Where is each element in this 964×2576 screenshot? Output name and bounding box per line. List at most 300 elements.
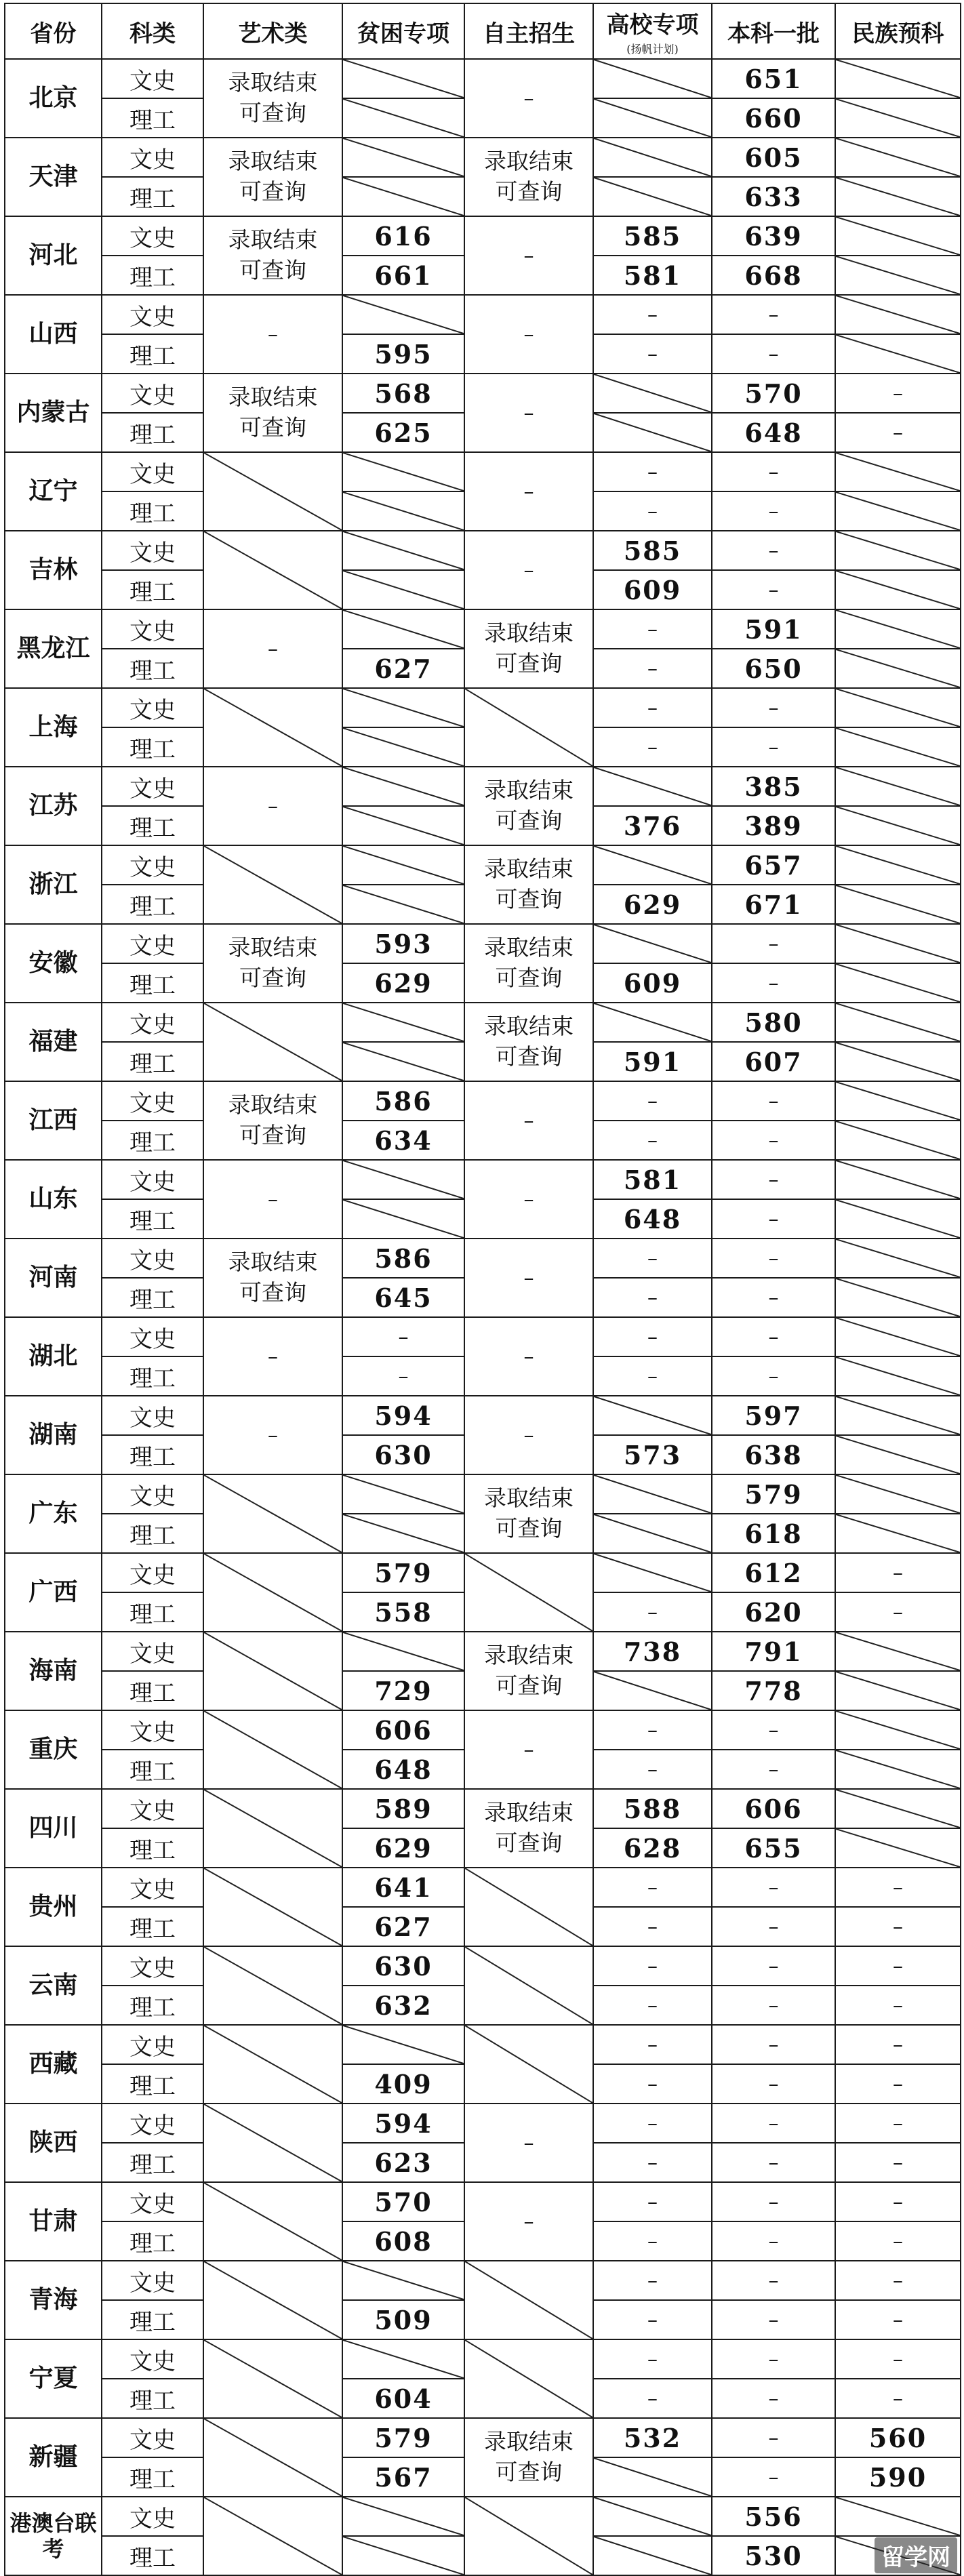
diagonal-slash-icon bbox=[204, 2026, 342, 2103]
university-special-dash-cell bbox=[593, 1868, 712, 1907]
university-special-empty-cell bbox=[593, 138, 712, 177]
table-row bbox=[5, 924, 961, 963]
art-empty-cell bbox=[203, 688, 342, 767]
diagonal-slash-icon bbox=[836, 846, 960, 884]
poverty-score-cell bbox=[342, 2418, 464, 2457]
university-special-dash-cell bbox=[593, 334, 712, 374]
score-value: 660 bbox=[744, 102, 803, 134]
subject-label: 文史 bbox=[102, 2418, 203, 2457]
subject-label: 理工 bbox=[102, 491, 203, 531]
ethnic-prep-empty-cell bbox=[835, 491, 961, 531]
dash-mark: – bbox=[647, 2190, 658, 2214]
poverty-score-cell bbox=[342, 1986, 464, 2025]
subject-label: 文史 bbox=[102, 609, 203, 649]
diagonal-slash-icon bbox=[204, 531, 342, 609]
first-batch-dash-cell bbox=[712, 727, 835, 767]
poverty-score-cell bbox=[342, 2221, 464, 2261]
university-special-dash-cell bbox=[593, 649, 712, 688]
ethnic-prep-empty-cell bbox=[835, 1514, 961, 1553]
ethnic-prep-empty-cell bbox=[835, 649, 961, 688]
diagonal-slash-icon bbox=[465, 2026, 593, 2103]
university-special-empty-cell bbox=[593, 1474, 712, 1514]
first-batch-score-cell bbox=[712, 256, 835, 295]
dash-mark: – bbox=[768, 2190, 779, 2214]
diagonal-slash-icon bbox=[343, 1632, 464, 1670]
diagonal-slash-icon bbox=[836, 964, 960, 1002]
subject-label: 文史 bbox=[102, 1239, 203, 1278]
subject-label: 理工 bbox=[102, 177, 203, 216]
ethnic-prep-empty-cell bbox=[835, 1239, 961, 1278]
diagonal-slash-icon bbox=[836, 767, 960, 805]
university-special-dash-cell bbox=[593, 1317, 712, 1356]
header-university-special bbox=[593, 3, 712, 59]
first-batch-score-cell bbox=[712, 216, 835, 256]
enroll-status-line2: 可查询 bbox=[495, 807, 563, 834]
dash-mark: – bbox=[647, 2268, 658, 2293]
score-value: 579 bbox=[374, 2422, 433, 2453]
poverty-empty-cell bbox=[342, 177, 464, 216]
art-enroll-cell bbox=[203, 924, 342, 1003]
subject-label: 理工 bbox=[102, 2457, 203, 2497]
dash-mark: – bbox=[268, 794, 278, 818]
admission-score-table bbox=[4, 3, 961, 2576]
art-empty-cell bbox=[203, 1632, 342, 1710]
ethnic-prep-empty-cell bbox=[835, 1278, 961, 1317]
university-special-empty-cell bbox=[593, 1671, 712, 1710]
independent-dash-cell bbox=[464, 531, 593, 609]
first-batch-dash-cell bbox=[712, 2339, 835, 2379]
score-value: 586 bbox=[374, 1085, 433, 1116]
poverty-score-cell bbox=[342, 2143, 464, 2182]
first-batch-score-cell bbox=[712, 1435, 835, 1474]
diagonal-slash-icon bbox=[343, 178, 464, 216]
art-empty-cell bbox=[203, 2025, 342, 2104]
ethnic-prep-dash-cell bbox=[835, 2064, 961, 2104]
poverty-empty-cell bbox=[342, 1514, 464, 1553]
university-special-dash-cell bbox=[593, 1592, 712, 1632]
score-value: 645 bbox=[374, 1282, 433, 1313]
poverty-score-cell bbox=[342, 1121, 464, 1160]
poverty-score-cell bbox=[342, 1907, 464, 1946]
poverty-score-cell bbox=[342, 1789, 464, 1828]
score-value: 738 bbox=[623, 1636, 682, 1667]
score-value: 594 bbox=[374, 2108, 433, 2139]
dash-mark: – bbox=[647, 302, 658, 327]
first-batch-score-cell bbox=[712, 1474, 835, 1514]
enroll-status-line1: 录取结束 bbox=[484, 1485, 574, 1512]
poverty-empty-cell bbox=[342, 2497, 464, 2536]
first-batch-score-cell bbox=[712, 1003, 835, 1042]
independent-dash-cell bbox=[464, 1081, 593, 1160]
score-value: 630 bbox=[374, 1950, 433, 1981]
diagonal-slash-icon bbox=[836, 1043, 960, 1081]
dash-mark: – bbox=[647, 1089, 658, 1113]
subject-label: 理工 bbox=[102, 963, 203, 1003]
score-value: 638 bbox=[744, 1439, 803, 1470]
poverty-empty-cell bbox=[342, 727, 464, 767]
score-value: 509 bbox=[374, 2304, 433, 2335]
enroll-status-line1: 录取结束 bbox=[484, 934, 574, 961]
dash-mark: – bbox=[768, 1325, 779, 1349]
first-batch-dash-cell bbox=[712, 1317, 835, 1356]
dash-mark: – bbox=[768, 302, 779, 327]
table-row bbox=[5, 1632, 961, 1671]
diagonal-slash-icon bbox=[465, 2261, 593, 2339]
ethnic-prep-score-cell bbox=[835, 2418, 961, 2457]
ethnic-prep-dash-cell bbox=[835, 1592, 961, 1632]
first-batch-dash-cell bbox=[712, 570, 835, 609]
art-empty-cell bbox=[203, 1003, 342, 1081]
art-dash-cell bbox=[203, 295, 342, 374]
province-name: 新疆 bbox=[5, 2418, 102, 2497]
province-name: 浙江 bbox=[5, 845, 102, 924]
diagonal-slash-icon bbox=[594, 846, 711, 884]
university-special-score-cell bbox=[593, 1199, 712, 1239]
score-value: 655 bbox=[744, 1832, 803, 1864]
enroll-status-line2: 可查询 bbox=[495, 1515, 563, 1542]
ethnic-prep-empty-cell bbox=[835, 1121, 961, 1160]
diagonal-slash-icon bbox=[836, 1514, 960, 1552]
ethnic-prep-dash-cell bbox=[835, 1868, 961, 1907]
diagonal-slash-icon bbox=[343, 846, 464, 884]
university-special-dash-cell bbox=[593, 727, 712, 767]
dash-mark: – bbox=[523, 1737, 534, 1762]
independent-empty-cell bbox=[464, 2261, 593, 2339]
dash-mark: – bbox=[893, 2032, 903, 2057]
score-value: 376 bbox=[623, 810, 682, 841]
poverty-score-cell bbox=[342, 2379, 464, 2418]
diagonal-slash-icon bbox=[594, 925, 711, 963]
table-body bbox=[5, 3, 961, 2575]
subject-label: 理工 bbox=[102, 1278, 203, 1317]
ethnic-prep-dash-cell bbox=[835, 374, 961, 413]
first-batch-dash-cell bbox=[712, 2221, 835, 2261]
diagonal-slash-icon bbox=[465, 1947, 593, 2024]
subject-label: 文史 bbox=[102, 688, 203, 727]
score-value: 591 bbox=[623, 1046, 682, 1077]
poverty-score-cell bbox=[342, 1081, 464, 1121]
diagonal-slash-icon bbox=[343, 1475, 464, 1513]
poverty-empty-cell bbox=[342, 491, 464, 531]
table-row bbox=[5, 1239, 961, 1278]
dash-mark: – bbox=[647, 2386, 658, 2411]
ethnic-prep-dash-cell bbox=[835, 2339, 961, 2379]
table-row bbox=[5, 2339, 961, 2379]
first-batch-score-cell bbox=[712, 374, 835, 413]
subject-label: 理工 bbox=[102, 1592, 203, 1632]
score-value: 588 bbox=[623, 1793, 682, 1824]
diagonal-slash-icon bbox=[343, 99, 464, 137]
ethnic-prep-empty-cell bbox=[835, 138, 961, 177]
dash-mark: – bbox=[523, 243, 534, 268]
score-value: 620 bbox=[744, 1596, 803, 1628]
ethnic-prep-empty-cell bbox=[835, 2497, 961, 2536]
first-batch-score-cell bbox=[712, 1632, 835, 1671]
dash-mark: – bbox=[768, 1089, 779, 1113]
ethnic-prep-empty-cell bbox=[835, 688, 961, 727]
university-special-empty-cell bbox=[593, 374, 712, 413]
dash-mark: – bbox=[893, 1954, 903, 1978]
score-value: 573 bbox=[623, 1439, 682, 1470]
dash-mark: – bbox=[768, 1364, 779, 1388]
ethnic-prep-empty-cell bbox=[835, 334, 961, 374]
diagonal-slash-icon bbox=[836, 649, 960, 687]
poverty-score-cell bbox=[342, 1828, 464, 1868]
diagonal-slash-icon bbox=[836, 217, 960, 255]
ethnic-prep-empty-cell bbox=[835, 1710, 961, 1750]
diagonal-slash-icon bbox=[836, 1003, 960, 1041]
university-special-dash-cell bbox=[593, 2300, 712, 2339]
independent-enroll-cell bbox=[464, 609, 593, 688]
subject-label: 文史 bbox=[102, 1553, 203, 1592]
enroll-status-line1: 录取结束 bbox=[484, 2428, 574, 2455]
diagonal-slash-icon bbox=[343, 2261, 464, 2299]
art-dash-cell bbox=[203, 609, 342, 688]
first-batch-score-cell bbox=[712, 649, 835, 688]
score-value: 616 bbox=[374, 220, 433, 251]
province-name: 江西 bbox=[5, 1081, 102, 1160]
ethnic-prep-dash-cell bbox=[835, 2379, 961, 2418]
university-special-score-cell bbox=[593, 216, 712, 256]
diagonal-slash-icon bbox=[836, 1121, 960, 1159]
score-value: 579 bbox=[744, 1478, 803, 1510]
subject-label: 理工 bbox=[102, 649, 203, 688]
poverty-empty-cell bbox=[342, 295, 464, 334]
ethnic-prep-dash-cell bbox=[835, 1986, 961, 2025]
dash-mark: – bbox=[268, 1423, 278, 1447]
university-special-dash-cell bbox=[593, 609, 712, 649]
independent-dash-cell bbox=[464, 295, 593, 374]
first-batch-dash-cell bbox=[712, 963, 835, 1003]
ethnic-prep-empty-cell bbox=[835, 256, 961, 295]
dash-mark: – bbox=[768, 499, 779, 523]
dash-mark: – bbox=[768, 735, 779, 759]
first-batch-dash-cell bbox=[712, 1750, 835, 1789]
dash-mark: – bbox=[647, 2072, 658, 2096]
diagonal-slash-icon bbox=[836, 1790, 960, 1828]
header-ethnic-preparatory: 民族预科 bbox=[835, 3, 961, 59]
province-name: 西藏 bbox=[5, 2025, 102, 2104]
first-batch-score-cell bbox=[712, 767, 835, 806]
poverty-empty-cell bbox=[342, 2339, 464, 2379]
university-special-dash-cell bbox=[593, 2064, 712, 2104]
independent-enroll-cell bbox=[464, 138, 593, 216]
diagonal-slash-icon bbox=[343, 1514, 464, 1552]
poverty-empty-cell bbox=[342, 2536, 464, 2575]
ethnic-prep-empty-cell bbox=[835, 1356, 961, 1396]
diagonal-slash-icon bbox=[343, 531, 464, 569]
score-value: 585 bbox=[623, 220, 682, 251]
table-row bbox=[5, 531, 961, 570]
diagonal-slash-icon bbox=[594, 1003, 711, 1041]
province-name: 河北 bbox=[5, 216, 102, 295]
subject-label: 文史 bbox=[102, 374, 203, 413]
subject-label: 理工 bbox=[102, 2536, 203, 2575]
university-special-empty-cell bbox=[593, 177, 712, 216]
diagonal-slash-icon bbox=[204, 2497, 342, 2575]
dash-mark: – bbox=[768, 1246, 779, 1270]
first-batch-dash-cell bbox=[712, 2261, 835, 2300]
first-batch-score-cell bbox=[712, 1671, 835, 1710]
university-special-empty-cell bbox=[593, 1553, 712, 1592]
university-special-dash-cell bbox=[593, 1710, 712, 1750]
dash-mark: – bbox=[647, 735, 658, 759]
score-value: 629 bbox=[623, 889, 682, 920]
score-value: 585 bbox=[623, 535, 682, 566]
subject-label: 文史 bbox=[102, 59, 203, 98]
dash-mark: – bbox=[768, 460, 779, 484]
dash-mark: – bbox=[893, 2150, 903, 2175]
diagonal-slash-icon bbox=[836, 1279, 960, 1316]
table-row bbox=[5, 1003, 961, 1042]
poverty-empty-cell bbox=[342, 806, 464, 845]
ethnic-prep-empty-cell bbox=[835, 1750, 961, 1789]
ethnic-prep-dash-cell bbox=[835, 1553, 961, 1592]
dash-mark: – bbox=[647, 696, 658, 720]
dash-mark: – bbox=[523, 2131, 534, 2155]
diagonal-slash-icon bbox=[594, 60, 711, 98]
poverty-dash-cell bbox=[342, 1356, 464, 1396]
diagonal-slash-icon bbox=[594, 1554, 711, 1592]
university-special-dash-cell bbox=[593, 1278, 712, 1317]
university-special-score-cell bbox=[593, 885, 712, 924]
dash-mark: – bbox=[768, 1285, 779, 1310]
diagonal-slash-icon bbox=[465, 1554, 593, 1631]
ethnic-prep-score-cell bbox=[835, 2457, 961, 2497]
ethnic-prep-empty-cell bbox=[835, 1396, 961, 1435]
diagonal-slash-icon bbox=[204, 1554, 342, 1631]
score-value: 530 bbox=[744, 2540, 803, 2571]
university-special-dash-cell bbox=[593, 1121, 712, 1160]
score-value: 629 bbox=[374, 1832, 433, 1864]
subject-label: 理工 bbox=[102, 885, 203, 924]
subject-label: 文史 bbox=[102, 2104, 203, 2143]
dash-mark: – bbox=[523, 401, 534, 425]
independent-empty-cell bbox=[464, 1868, 593, 1946]
independent-enroll-cell bbox=[464, 845, 593, 924]
enroll-status-line2: 可查询 bbox=[239, 257, 306, 283]
header-row bbox=[5, 3, 961, 59]
enroll-status-line1: 录取结束 bbox=[484, 620, 574, 647]
dash-mark: – bbox=[647, 1875, 658, 1899]
ethnic-prep-empty-cell bbox=[835, 885, 961, 924]
university-special-score-cell bbox=[593, 1632, 712, 1671]
score-value: 389 bbox=[744, 810, 803, 841]
dash-mark: – bbox=[768, 971, 779, 995]
province-name: 海南 bbox=[5, 1632, 102, 1710]
table-row bbox=[5, 1946, 961, 1986]
independent-empty-cell bbox=[464, 688, 593, 767]
subject-label: 文史 bbox=[102, 1946, 203, 1986]
province-name: 上海 bbox=[5, 688, 102, 767]
art-empty-cell bbox=[203, 845, 342, 924]
first-batch-score-cell bbox=[712, 1592, 835, 1632]
poverty-score-cell bbox=[342, 1868, 464, 1907]
poverty-empty-cell bbox=[342, 1474, 464, 1514]
diagonal-slash-icon bbox=[836, 1829, 960, 1867]
subject-label: 理工 bbox=[102, 570, 203, 609]
province-name: 甘肃 bbox=[5, 2182, 102, 2261]
dash-mark: – bbox=[893, 2072, 903, 2096]
province-name: 黑龙江 bbox=[5, 609, 102, 688]
art-empty-cell bbox=[203, 2182, 342, 2261]
university-special-empty-cell bbox=[593, 2497, 712, 2536]
province-name: 云南 bbox=[5, 1946, 102, 2025]
ethnic-prep-empty-cell bbox=[835, 963, 961, 1003]
subject-label: 文史 bbox=[102, 1474, 203, 1514]
diagonal-slash-icon bbox=[594, 374, 711, 412]
ethnic-prep-empty-cell bbox=[835, 98, 961, 138]
score-value: 633 bbox=[744, 181, 803, 212]
dash-mark: – bbox=[768, 1207, 779, 1231]
subject-label: 理工 bbox=[102, 1828, 203, 1868]
score-value: 591 bbox=[744, 613, 803, 645]
first-batch-dash-cell bbox=[712, 2418, 835, 2457]
independent-empty-cell bbox=[464, 2339, 593, 2418]
diagonal-slash-icon bbox=[594, 178, 711, 216]
diagonal-slash-icon bbox=[343, 767, 464, 805]
ethnic-prep-dash-cell bbox=[835, 2143, 961, 2182]
score-value: 581 bbox=[623, 260, 682, 291]
score-value: 648 bbox=[374, 1754, 433, 1785]
table-row bbox=[5, 1317, 961, 1356]
independent-dash-cell bbox=[464, 1160, 593, 1239]
dash-mark: – bbox=[893, 1914, 903, 1939]
score-value: 648 bbox=[623, 1203, 682, 1234]
diagonal-slash-icon bbox=[204, 1868, 342, 1946]
independent-enroll-cell bbox=[464, 767, 593, 845]
dash-mark: – bbox=[647, 1128, 658, 1152]
score-value: 639 bbox=[744, 220, 803, 251]
art-enroll-cell bbox=[203, 374, 342, 452]
province-name: 重庆 bbox=[5, 1710, 102, 1789]
dash-mark: – bbox=[893, 1875, 903, 1899]
dash-mark: – bbox=[647, 460, 658, 484]
dash-mark: – bbox=[647, 499, 658, 523]
art-empty-cell bbox=[203, 2104, 342, 2182]
dash-mark: – bbox=[768, 2072, 779, 2096]
ethnic-prep-empty-cell bbox=[835, 1003, 961, 1042]
diagonal-slash-icon bbox=[594, 1514, 711, 1552]
poverty-score-cell bbox=[342, 334, 464, 374]
diagonal-slash-icon bbox=[836, 728, 960, 766]
independent-enroll-cell bbox=[464, 924, 593, 1003]
subject-label: 理工 bbox=[102, 413, 203, 452]
poverty-score-cell bbox=[342, 256, 464, 295]
poverty-score-cell bbox=[342, 374, 464, 413]
ethnic-prep-dash-cell bbox=[835, 2300, 961, 2339]
independent-dash-cell bbox=[464, 2182, 593, 2261]
table-row bbox=[5, 1396, 961, 1435]
subject-label: 文史 bbox=[102, 1003, 203, 1042]
independent-enroll-cell bbox=[464, 1474, 593, 1553]
dash-mark: – bbox=[647, 2229, 658, 2253]
art-empty-cell bbox=[203, 1868, 342, 1946]
diagonal-slash-icon bbox=[836, 335, 960, 373]
diagonal-slash-icon bbox=[204, 1632, 342, 1710]
dash-mark: – bbox=[893, 2308, 903, 2332]
diagonal-slash-icon bbox=[204, 2340, 342, 2417]
art-enroll-cell bbox=[203, 1081, 342, 1160]
enroll-status-line2: 可查询 bbox=[495, 886, 563, 912]
first-batch-score-cell bbox=[712, 1828, 835, 1868]
score-value: 612 bbox=[744, 1557, 803, 1588]
subject-label: 文史 bbox=[102, 767, 203, 806]
diagonal-slash-icon bbox=[594, 414, 711, 451]
university-special-empty-cell bbox=[593, 1396, 712, 1435]
table-row bbox=[5, 1710, 961, 1750]
first-batch-score-cell bbox=[712, 1396, 835, 1435]
